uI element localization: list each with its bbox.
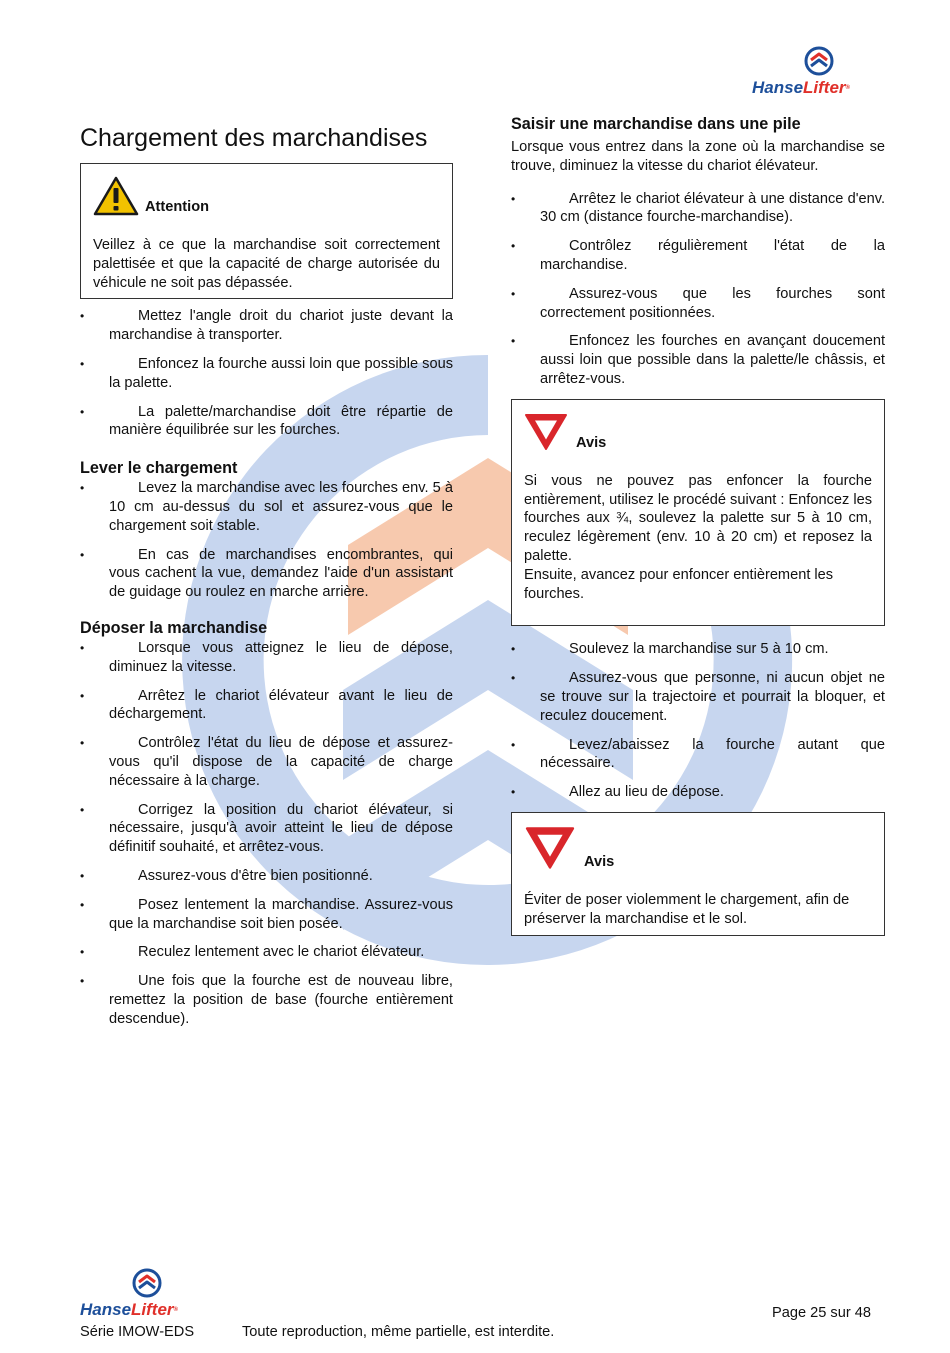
avis-box-1 [511,399,885,627]
attention-text: Veillez à ce que la marchandise soit correctement palettisée et que la capacité de charge autorisée du véhicule ne soit pas dépassée. [93,237,440,291]
avis-text-2: Éviter de poser violemment le chargement, afin de préserver la marchandise et le sol. [524,891,850,927]
brand-logo-text: HanseLifter® [80,1300,178,1319]
section-heading-drop: Déposer la marchandise [80,618,268,637]
attention-label: Attention [145,199,210,215]
list-item: • Corrigez la position du chariot élévateur, si nécessaire, jusqu'à avoir atteint le lieu de dépose définitif souhaité, et arrêtez-vous. [80,801,453,857]
avis-label-2: Avis [584,853,615,870]
page-number: Page 25 sur 48 [772,1305,871,1321]
list-item: • Allez au lieu de dépose. [511,783,885,802]
list-item: • Assurez-vous d'être bien positionné. [80,867,453,886]
list-item: • Enfoncez les fourches en avançant doucement aussi loin que possible dans la palette/le châssis, et arrêtez-vous. [511,332,885,388]
list-item: • Levez/abaissez la fourche autant que nécessaire. [511,736,885,774]
brand-logo-mark-icon [132,1268,162,1298]
footer-series: Série IMOW-EDS [80,1324,195,1340]
list-item: • Lorsque vous atteignez le lieu de dépose, diminuez la vitesse. [80,639,453,677]
list-item: • Assurez-vous que personne, ni aucun objet ne se trouve sur la trajectoire et pourrait la bloquer, et reculez doucement. [511,669,885,725]
list-item: • Arrêtez le chariot élévateur avant le lieu de déchargement. [80,687,453,725]
brand-logo-mark-icon [804,46,834,76]
page-title: Chargement des marchandises [80,124,428,152]
left-column [80,124,453,1039]
warning-triangle-icon [93,176,139,216]
list-item: • Posez lentement la marchandise. Assurez-vous que la marchandise soit bien posée. [80,896,453,934]
list-item: • Levez la marchandise avec les fourches env. 5 à 10 cm au-dessus du sol et assurez-vous que le chargement soit stable. [80,479,453,535]
pile-intro: Lorsque vous entrez dans la zone où la marchandise se trouve, diminuez la vitesse du chariot élévateur. [511,139,885,174]
footer-copyright: Toute reproduction, même partielle, est interdite. [242,1324,555,1340]
list-item: • Contrôlez régulièrement l'état de la marchandise. [511,237,885,275]
list-item: • Reculez lentement avec le chariot élévateur. [80,943,453,962]
brand-logo-text: HanseLifter® [752,78,850,97]
list-item: • Enfoncez la fourche aussi loin que possible sous la palette. [80,355,453,393]
intro-list [80,307,453,440]
list-item: • La palette/marchandise doit être répartie de manière équilibrée sur les fourches. [80,403,453,441]
list-item: • En cas de marchandises encombrantes, qui vous cachent la vue, demandez l'aide d'un assistant de guidage ou roulez en marche arrière. [80,546,453,602]
yield-triangle-icon [524,825,576,871]
list-item: • Contrôlez l'état du lieu de dépose et assurez-vous qu'il dispose de la capacité de charge nécessaire à la charge. [80,734,453,790]
section-heading-lift: Lever le chargement [80,459,238,478]
avis-label-1: Avis [576,434,607,451]
avis-box-2 [511,812,885,936]
list-item: • Mettez l'angle droit du chariot juste devant la marchandise à transporter. [80,307,453,345]
handling-list [511,640,885,802]
pile-list [511,190,885,389]
attention-box [80,163,453,299]
list-item: • Soulevez la marchandise sur 5 à 10 cm. [511,640,885,659]
drop-list [80,639,453,1029]
brand-logo-footer [80,1268,214,1322]
lift-list [80,479,453,602]
list-item: • Une fois que la fourche est de nouveau libre, remettez la position de base (fourche entièrement descendue). [80,972,453,1028]
section-heading-pile: Saisir une marchandise dans une pile [511,115,801,133]
brand-logo-header [752,46,886,100]
list-item: • Assurez-vous que les fourches sont correctement positionnées. [511,285,885,323]
avis-text-1: Si vous ne pouvez pas enfoncer la fourche entièrement, utilisez le procédé suivant : Enfoncez les fourches aux ¾, soulevez la palette sur 5 à 10 cm, reculez légèrement (env. 10 à 20 cm) et reposez la palette. [524,472,873,564]
yield-triangle-icon [524,412,568,452]
avis-text-1b: Ensuite, avancez pour enfoncer entièrement les fourches. [524,566,834,602]
right-column [511,114,885,936]
list-item: • Arrêtez le chariot élévateur à une distance d'env. 30 cm (distance fourche-marchandise). [511,190,885,228]
